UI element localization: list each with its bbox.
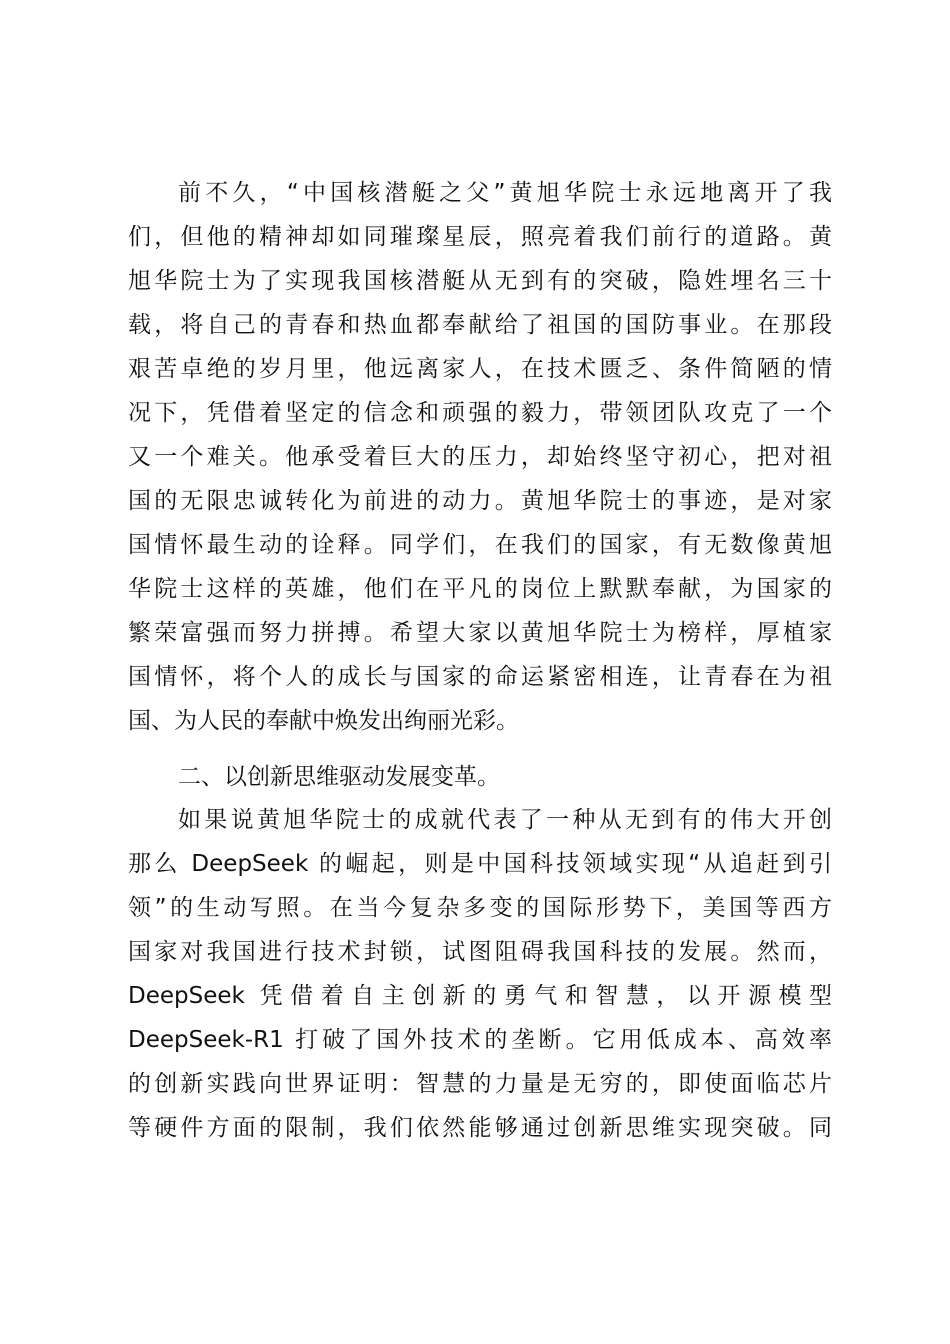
paragraph-line: 旭华院士为了实现我国核潜艇从无到有的突破，隐姓埋名三十 — [128, 268, 832, 294]
paragraph-line: 繁荣富强而努力拼搏。希望大家以黄旭华院士为榜样，厚植家 — [128, 620, 832, 646]
paragraph-line: 前不久，“中国核潜艇之父”黄旭华院士永远地离开了我 — [178, 180, 832, 206]
paragraph-line: 华院士这样的英雄，他们在平凡的岗位上默默奉献，为国家的 — [128, 576, 832, 602]
paragraph-line: 那么 DeepSeek 的崛起，则是中国科技领域实现“从追赶到引 — [128, 851, 832, 877]
paragraph-line: 又一个难关。他承受着巨大的压力，却始终坚守初心，把对祖 — [128, 444, 832, 470]
paragraph-line: 领”的生动写照。在当今复杂多变的国际形势下，美国等西方 — [128, 895, 832, 921]
paragraph-line: DeepSeek-R1 打破了国外技术的垄断。它用低成本、高效率 — [128, 1027, 832, 1053]
paragraph-deepseek — [128, 798, 832, 1150]
paragraph-line: 载，将自己的青春和热血都奉献给了祖国的国防事业。在那段 — [128, 312, 832, 338]
paragraph-huang-xuhua — [128, 171, 832, 743]
paragraph-line: DeepSeek 凭借着自主创新的勇气和智慧，以开源模型 — [128, 983, 832, 1009]
paragraph-line: 况下，凭借着坚定的信念和顽强的毅力，带领团队攻克了一个 — [128, 400, 832, 426]
paragraph-line: 国家对我国进行技术封锁，试图阻碍我国科技的发展。然而， — [128, 939, 832, 965]
paragraph-line: 等硬件方面的限制，我们依然能够通过创新思维实现突破。同 — [128, 1115, 832, 1141]
paragraph-line: 国情怀，将个人的成长与国家的命运紧密相连，让青春在为祖 — [128, 664, 832, 690]
section-heading — [128, 755, 832, 799]
paragraph-line: 艰苦卓绝的岁月里，他远离家人，在技术匮乏、条件简陋的情 — [128, 356, 832, 382]
paragraph-line: 国的无限忠诚转化为前进的动力。黄旭华院士的事迹，是对家 — [128, 488, 832, 514]
heading-text: 二、以创新思维驱动发展变革。 — [178, 764, 500, 790]
paragraph-line: 国情怀最生动的诠释。同学们，在我们的国家，有无数像黄旭 — [128, 532, 832, 558]
paragraph-line: 们，但他的精神却如同璀璨星辰，照亮着我们前行的道路。黄 — [128, 224, 832, 250]
paragraph-line: 如果说黄旭华院士的成就代表了一种从无到有的伟大开创 — [178, 807, 832, 833]
paragraph-line: 国、为人民的奉献中焕发出绚丽光彩。 — [128, 708, 519, 734]
paragraph-line: 的创新实践向世界证明：智慧的力量是无穷的，即使面临芯片 — [128, 1071, 832, 1097]
